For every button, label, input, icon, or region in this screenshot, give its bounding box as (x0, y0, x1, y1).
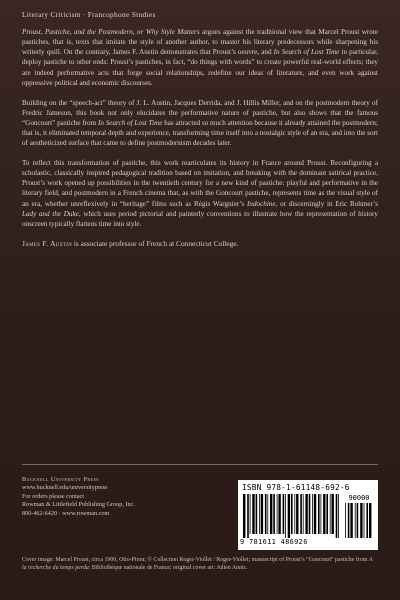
barcode-addon-bar (360, 503, 362, 538)
barcode-addon-bar (348, 503, 350, 538)
barcode-bar (288, 494, 290, 538)
credits-text: Cover image: Marcel Proust, circa 1900, Otto-Pirou; © Collection Roger-Viollet / Roger-Viollet; manuscript of Proust’s “Goncourt” pastiche from (22, 557, 369, 563)
barcode-addon-bar (366, 503, 368, 538)
barcode-bar (247, 494, 249, 538)
orders-label: For orders please contact (22, 492, 85, 500)
addon-number: 90000 (348, 494, 370, 502)
blurb-text: Building on the “speech-act” theory of J. L. Austin, Jacques Derrida, and J. Hillis Miller, and on the postmodern theory of Fredric Jameson, this book not only elucidates the performative nature of pastiche, but also shows that the famous “Goncourt” pastiche from (22, 98, 378, 127)
barcode-bar (250, 494, 251, 534)
barcode-bar (265, 494, 267, 534)
barcode-bar (285, 494, 286, 538)
barcode-bar (312, 494, 313, 534)
barcode-bar (296, 494, 298, 534)
distributor-name: Rowman & Littlefield Publishing Group, Inc. (22, 501, 135, 509)
barcode-bar (336, 494, 338, 538)
blurb-text: , which uses period pictorial and painterly conventions to illustrate how the representation of history onscreen typically flattens time into style. (22, 209, 378, 228)
barcode-bar (303, 494, 304, 534)
barcode-addon-bar (357, 503, 359, 538)
barcode-bar (291, 494, 293, 534)
barcode-bar (314, 494, 316, 534)
blurb-text: argues against the traditional view that Marcel Proust wrote pastiches, that is, texts that imitate the style of another author, to master his literary predecessors while sharpening his writerly quill. On the contrary, James F. Austin demonstrates that Proust’s oeuvre, and (22, 28, 379, 57)
barcode-bar (326, 494, 328, 534)
barcode-bar (321, 494, 322, 534)
author-bio (22, 239, 378, 249)
work-title: A la recherche du temps perdu (22, 557, 373, 571)
work-title: In Search of Lost Time (273, 48, 340, 57)
barcode-panel (238, 480, 378, 550)
barcode-bar (270, 494, 272, 534)
category-line (22, 11, 156, 19)
barcode-bar (277, 494, 278, 534)
barcode-bar (318, 494, 320, 534)
barcode-addon-bar (345, 503, 346, 538)
barcode-bar (278, 494, 280, 534)
distributor-contact: 800-462-6420 · www.rowman.com (22, 509, 110, 517)
category-left: Literary Criticism (22, 11, 81, 19)
barcode-bar (256, 494, 258, 534)
film-title: Lady and the Duke (22, 209, 79, 218)
blurb (22, 27, 378, 258)
barcode-bar (300, 494, 302, 534)
barcode-bar (338, 494, 339, 538)
blurb-paragraph-2 (22, 98, 378, 149)
category-right: Francophone Studies (87, 11, 156, 19)
blurb-text: in particular, deploy pastiche to other ends: Proust’s pastiches, in fact, “do things with words” to create powerful real-world effects; they are indeed performative acts that forge social relationships, redefine our ideas of literature, and even work against oppressive political and economic discourses. (22, 48, 378, 87)
barcode-bar (305, 494, 307, 534)
barcode-bar (330, 494, 331, 534)
barcode-bar (243, 494, 245, 538)
barcode-bar (252, 494, 254, 534)
blurb-paragraph-1 (22, 27, 378, 88)
publisher-block (22, 476, 135, 518)
barcode-bar (259, 494, 260, 534)
barcode-bar (273, 494, 275, 534)
barcode-bar (261, 494, 263, 534)
film-title: Indochine (247, 199, 276, 208)
barcode-addon-bar (355, 503, 356, 538)
publisher-name: Bucknell University Press (22, 476, 99, 483)
blurb-text: , or discerningly in Eric Rohmer’s (275, 199, 379, 208)
barcode-addon-bar (364, 503, 365, 538)
barcode-bar (283, 494, 285, 534)
author-bio-text: is associate professor of French at Connecticut College. (71, 238, 239, 248)
author-name: James F. Austin (22, 238, 72, 248)
barcode-digits: 9 781611 486926 (240, 538, 308, 546)
barcode-ean13 (242, 494, 340, 538)
credits-text: : Bibliothèque nationale de France; original cover art: Julien Annic. (88, 564, 248, 571)
blurb-paragraph-3 (22, 158, 378, 229)
barcode-addon-bar (369, 503, 371, 538)
book-title: Proust, Pastiche, and the Postmodern, or Why Style Matters (22, 28, 200, 36)
category-separator: · (82, 11, 86, 19)
work-title: In Search of Lost Time (97, 118, 163, 127)
barcode-addon-bar (350, 503, 352, 538)
barcode-bar (309, 494, 311, 534)
blurb-text: To reflect this transformation of pastiche, this work rearticulates its history in France around Proust. Reconfiguring a scholastic, classically inspired pedagogical tradition based on imitation, and breaking with the dominant satirical practice, Proust’s work opened up possibilities in the twentieth century for a new kind of pastiche: playful and performative in the literary field, and postmodern in a French cinema that, as with the Goncourt pastiche, represents time as the visual style of an era, whether unreflexively in “heritage” films such as Régis Wargnier’s (22, 158, 378, 208)
barcode-bar (323, 494, 325, 534)
barcode-bar (332, 494, 334, 534)
divider (22, 464, 378, 465)
barcode-bar (267, 494, 268, 534)
publisher-url: www.bucknell.edu/universitypress (22, 484, 108, 492)
barcode-bar (294, 494, 295, 534)
blurb-text: has attracted so much attention because it already attained the postmodern; that is, it eliminated temporal depth and experience, transforming time itself into a nostalgic style of an era, and into the sort of aestheticized surface that came to define postmodernism decades later. (22, 118, 378, 148)
isbn-label: ISBN 978-1-61148-692-6 (242, 483, 350, 492)
cover-credits (22, 557, 378, 573)
